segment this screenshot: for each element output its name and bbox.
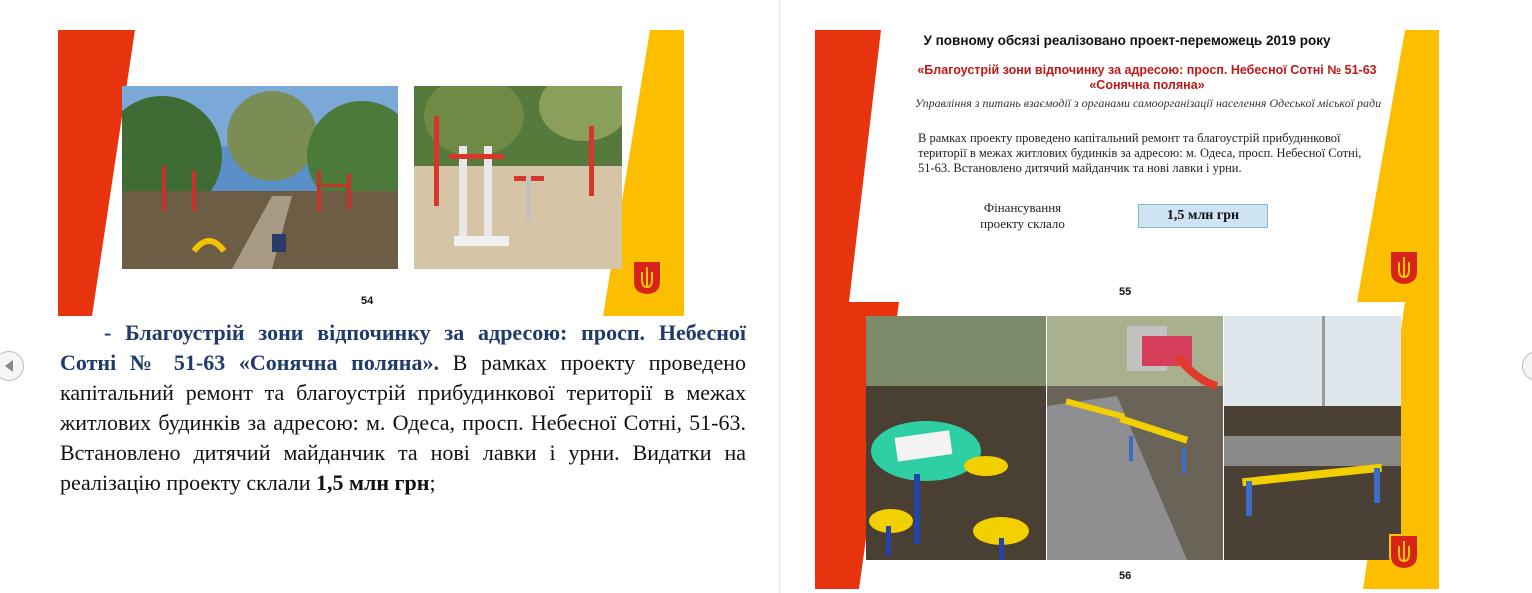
paragraph-dash: -: [104, 320, 112, 345]
slide-56: [815, 302, 1439, 589]
slide-55-page-number: 55: [1119, 286, 1132, 298]
next-page-button[interactable]: [1522, 351, 1532, 381]
slide-54: [58, 30, 684, 316]
slide-55-title: У повному обсязі реалізовано проект-переможець 2019 року: [923, 33, 1331, 48]
photo-bench-flowerbed: [1224, 316, 1401, 560]
slide-55-org: Управління з питань взаємодії з органами самоорганізації населення Одеської міської ради: [914, 96, 1382, 110]
slide-55-financing-amount: 1,5 млн грн: [1138, 204, 1268, 228]
chevron-left-icon: [2, 359, 16, 373]
slide-55: [815, 30, 1439, 302]
city-emblem-icon: [632, 260, 662, 296]
paragraph-heading: Благоустрій зони відпочинку за адресою: просп. Небесної Сотні № 51-63 «Сонячна поляна».: [60, 320, 747, 375]
paragraph-amount: 1,5 млн грн: [316, 470, 430, 495]
photo-benches-path: [1047, 316, 1223, 560]
photo-outdoor-gym-path: [122, 86, 398, 269]
paragraph-end: ;: [429, 470, 436, 495]
slide-55-subtitle: «Благоустрій зони відпочинку за адресою: просп. Небесної Сотні № 51-63 «Сонячна поляна»: [917, 63, 1377, 92]
project-paragraph: [60, 318, 746, 498]
slide-54-page-number: 54: [361, 295, 374, 307]
slide-56-page-number: 56: [1119, 570, 1132, 582]
city-emblem-icon: [1389, 534, 1419, 570]
city-emblem-icon: [1389, 250, 1419, 286]
photo-chess-table: [866, 316, 1046, 560]
prev-page-button[interactable]: [0, 351, 24, 381]
photo-outdoor-gym-equipment: [414, 86, 622, 269]
page-divider: [779, 0, 780, 593]
slide-55-description: В рамках проекту проведено капітальний ремонт та благоустрій прибудинкової території в межах житлових будинків за адресою: м. Одеса, просп. Небесної Сотні, 51-63. Встановлено дитячий майданчик та нові лавки і урни.: [918, 131, 1362, 175]
paragraph-text: В рамках проекту проведено капітальний ремонт та благоустрій прибудинкової території в межах житлових будинків за адресою: м. Одеса, просп. Небесної Сотні, 51-63. Встановлено дитячий майданчик та нові лавки і урни. Видатки на реалізацію проекту склали: [60, 350, 747, 495]
slide-55-financing-label: Фінансування проекту склало: [980, 200, 1065, 231]
